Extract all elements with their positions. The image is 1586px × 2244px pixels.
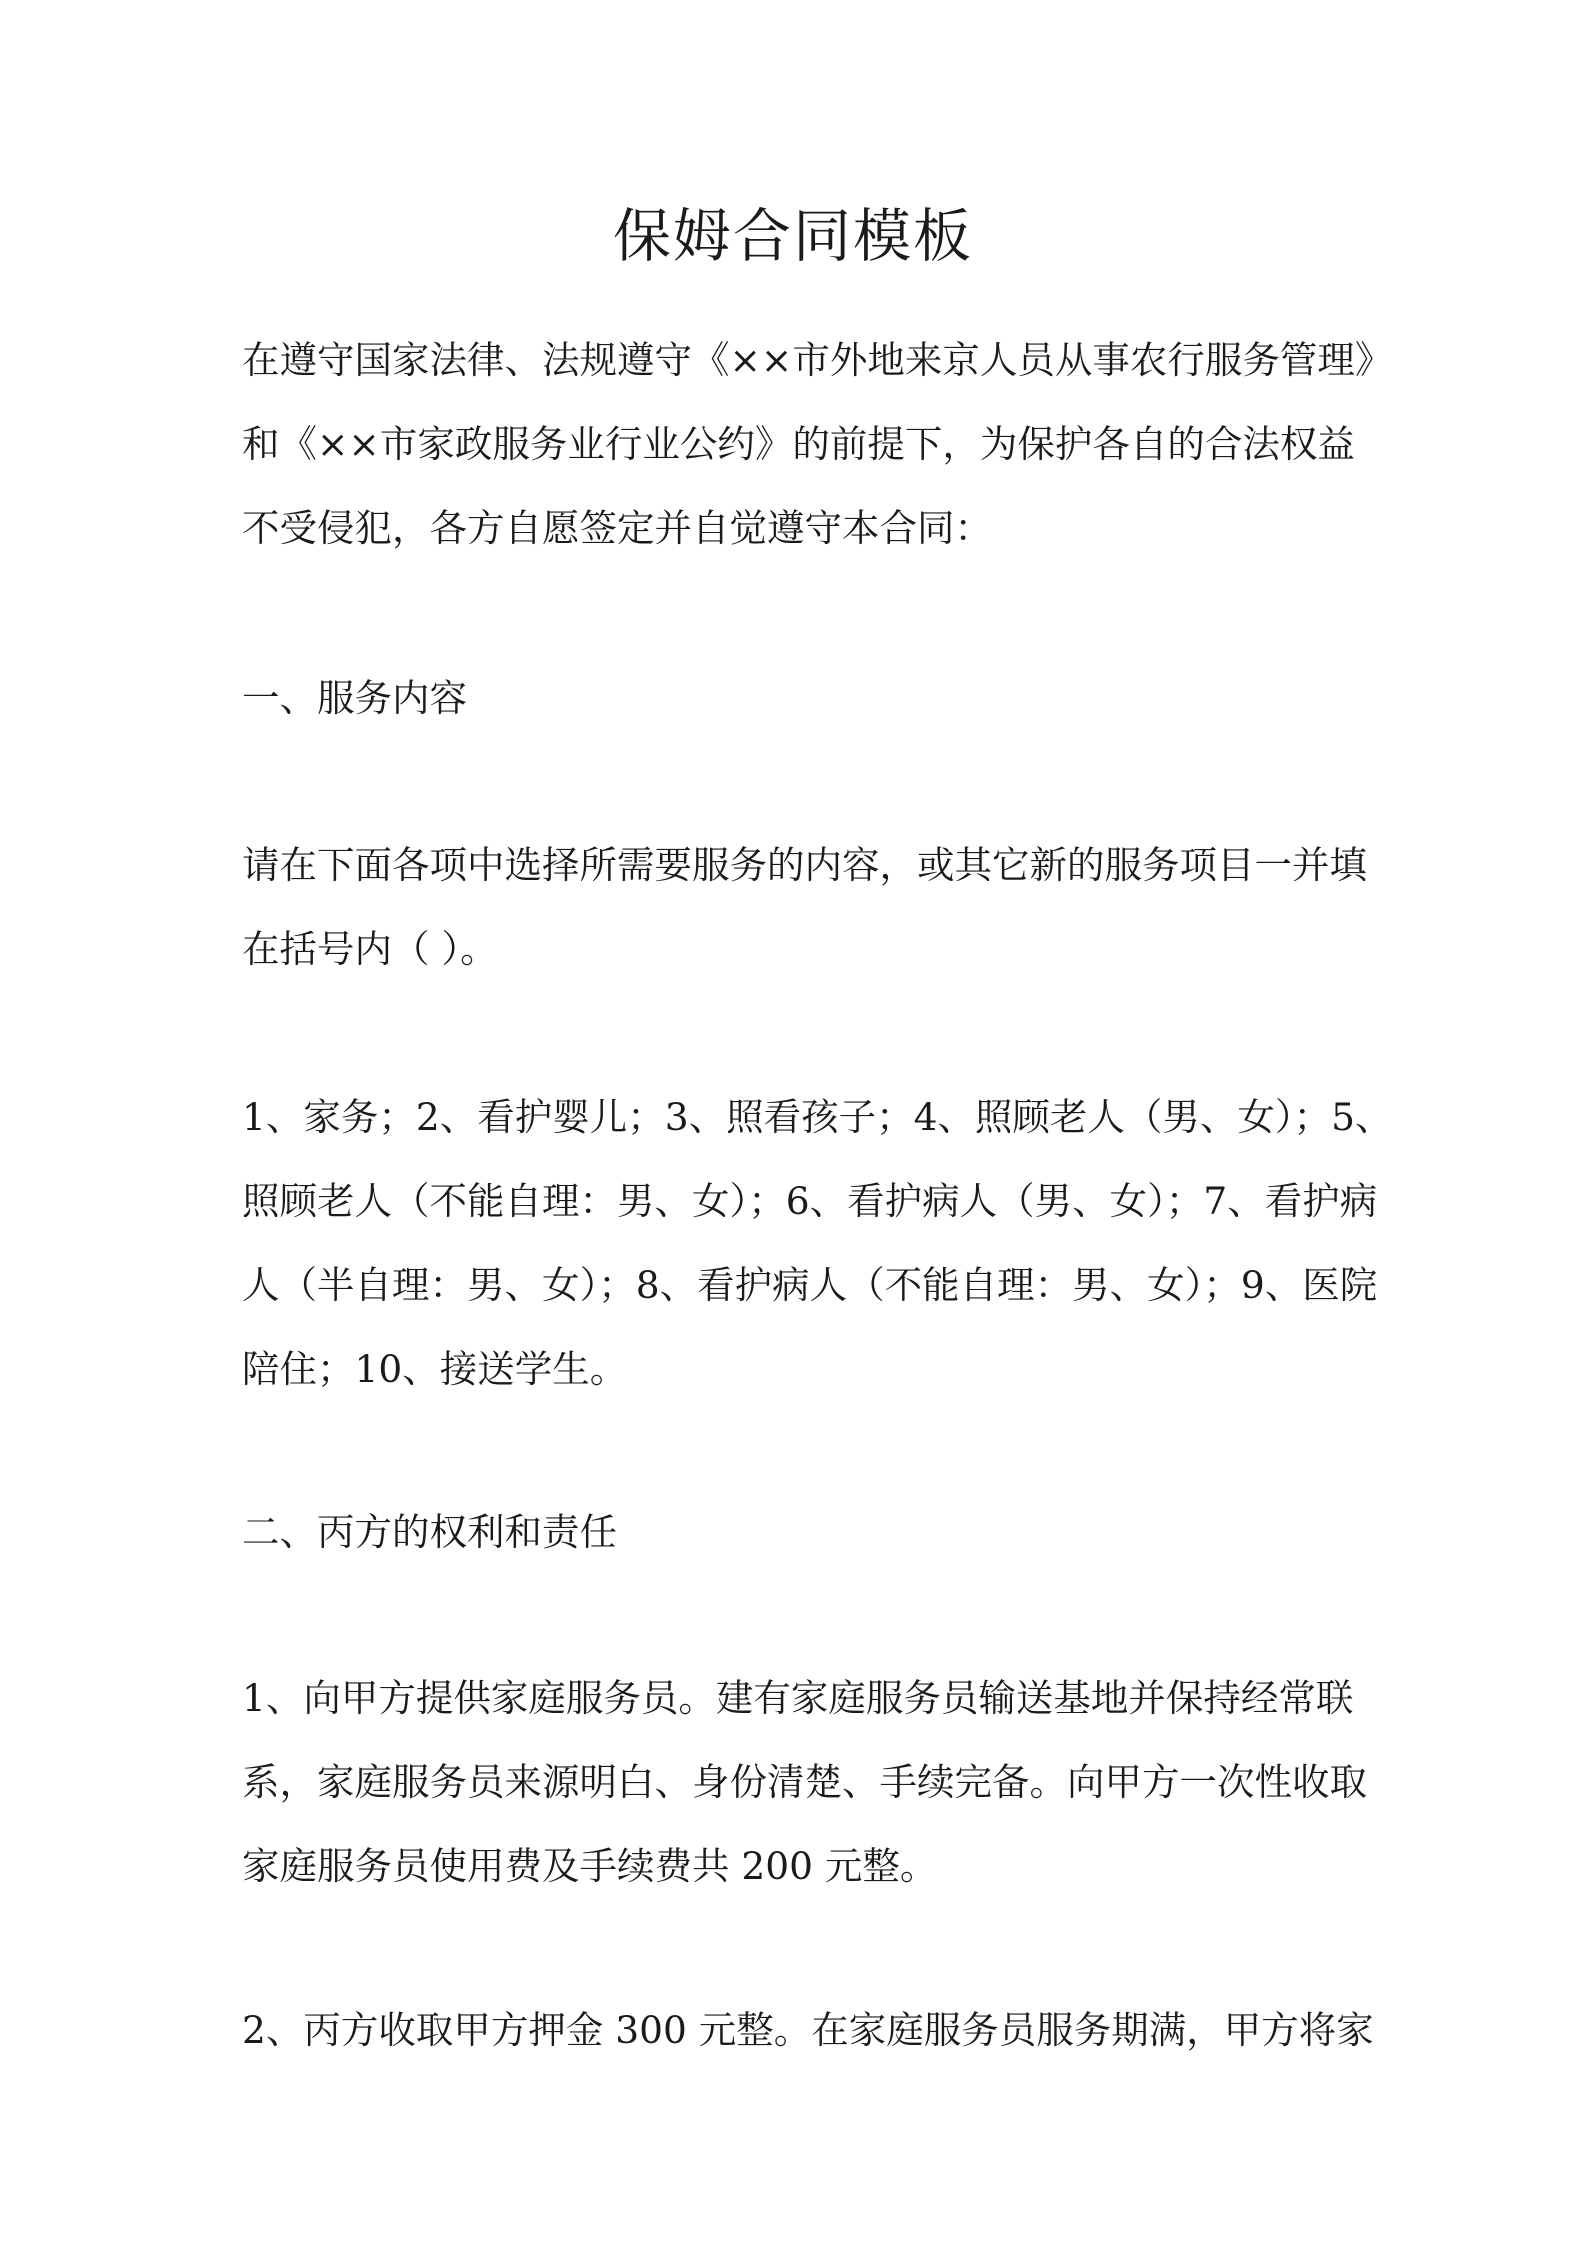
document-title: 保姆合同模板 bbox=[612, 202, 973, 270]
section-2-item-1-line-1: 1、向甲方提供家庭服务员。建有家庭服务员输送基地并保持经常联 bbox=[242, 1676, 1354, 1720]
intro-paragraph bbox=[242, 318, 1393, 570]
instruction-line-2: 在括号内（ ）。 bbox=[242, 927, 498, 971]
items-line-4: 陪住；10、接送学生。 bbox=[242, 1347, 628, 1391]
section-2-item-1-line-2: 系，家庭服务员来源明白、身份清楚、手续完备。向甲方一次性收取 bbox=[242, 1760, 1367, 1804]
items-line-1: 1、家务；2、看护婴儿；3、照看孩子；4、照顾老人（男、女）；5、 bbox=[242, 1095, 1393, 1139]
section-2-heading bbox=[242, 1490, 1362, 1574]
section-1-heading-text: 一、服务内容 bbox=[242, 676, 467, 720]
section-2-item-1-line-3: 家庭服务员使用费及手续费共 200 元整。 bbox=[242, 1844, 938, 1888]
intro-line-2: 和《××市家政服务业行业公约》的前提下，为保护各自的合法权益 bbox=[242, 422, 1355, 466]
intro-line-1: 在遵守国家法律、法规遵守《××市外地来京人员从事农行服务管理》 bbox=[242, 338, 1393, 382]
section-2-item-1 bbox=[242, 1656, 1367, 1908]
section-2-item-2-line-1: 2、丙方收取甲方押金 300 元整。在家庭服务员服务期满，甲方将家 bbox=[242, 2008, 1374, 2052]
section-2-item-2 bbox=[242, 1988, 1374, 2072]
items-line-2: 照顾老人（不能自理：男、女）；6、看护病人（男、女）；7、看护病 bbox=[242, 1179, 1378, 1223]
section-2-heading-text: 二、丙方的权利和责任 bbox=[242, 1510, 617, 1554]
instruction-line-1: 请在下面各项中选择所需要服务的内容，或其它新的服务项目一并填 bbox=[242, 843, 1367, 887]
items-line-3: 人（半自理：男、女）；8、看护病人（不能自理：男、女）；9、医院 bbox=[242, 1263, 1378, 1307]
section-1-items bbox=[242, 1075, 1393, 1411]
intro-line-3: 不受侵犯，各方自愿签定并自觉遵守本合同： bbox=[242, 506, 992, 550]
section-1-heading bbox=[242, 656, 1362, 740]
section-1-instruction bbox=[242, 823, 1367, 991]
